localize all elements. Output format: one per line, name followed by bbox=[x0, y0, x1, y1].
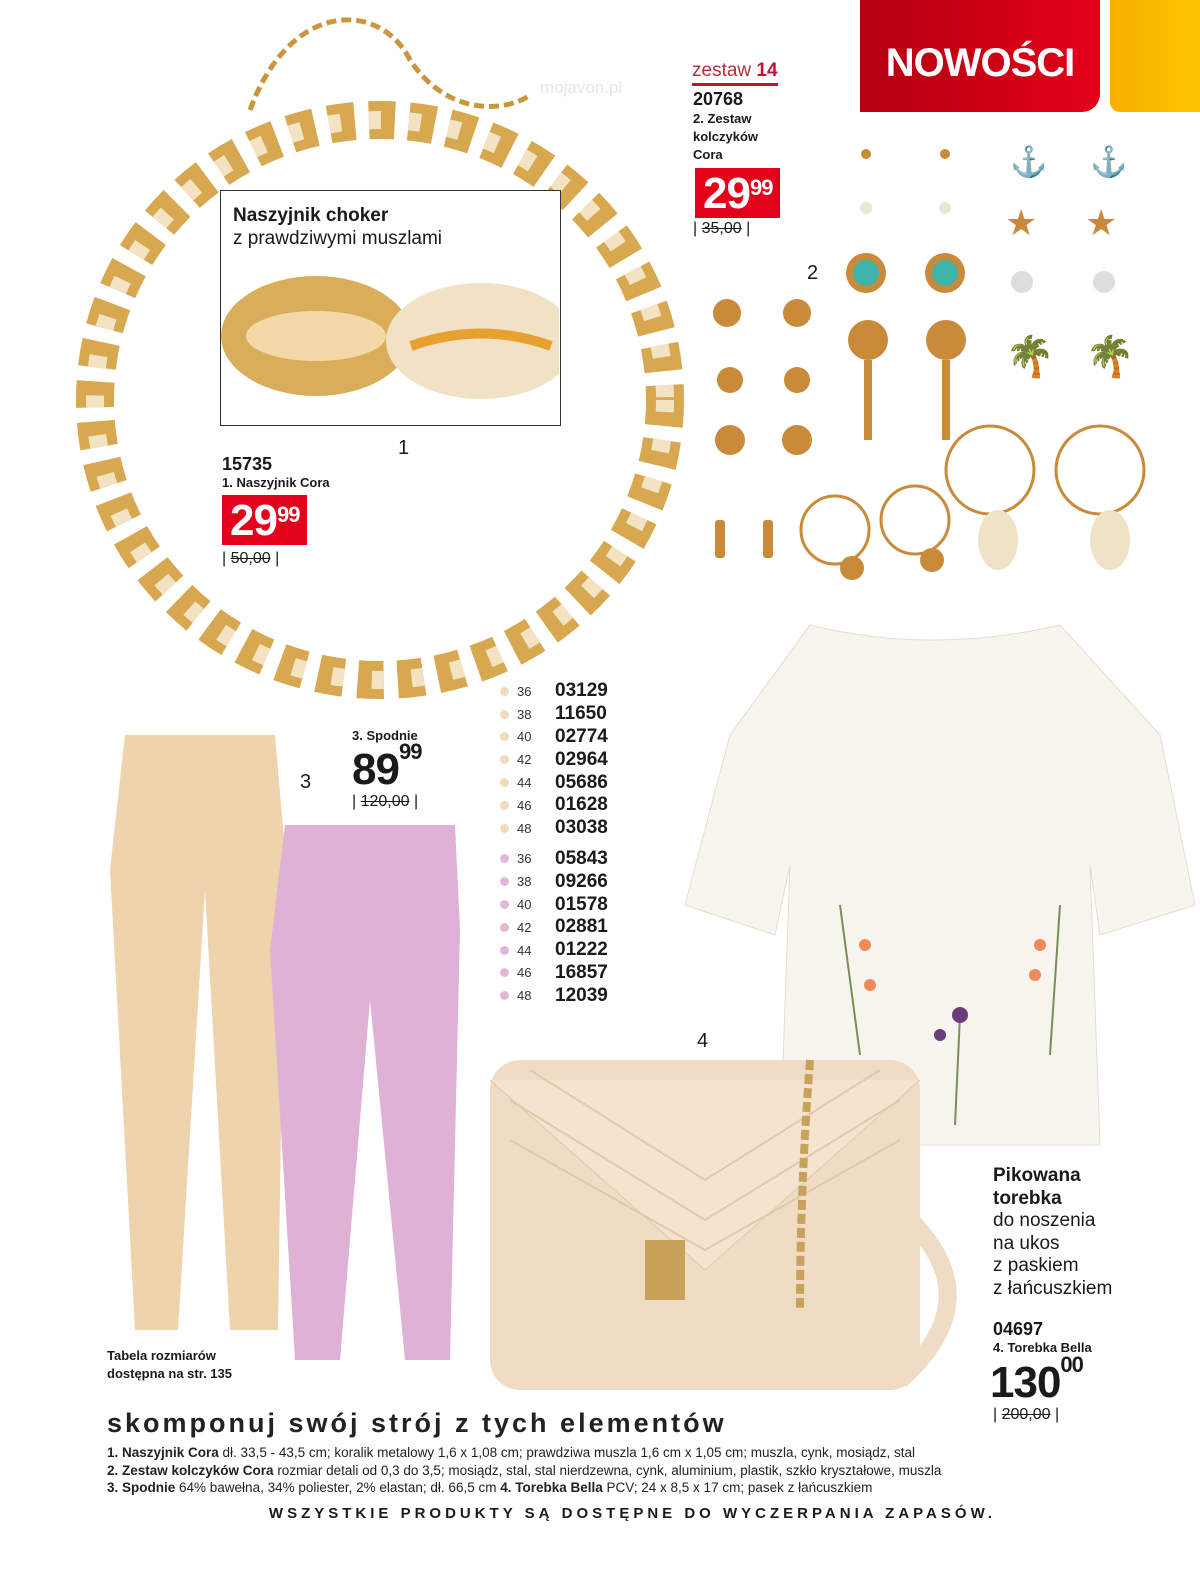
earrings-image bbox=[700, 140, 1160, 600]
color-dot bbox=[500, 946, 509, 955]
pants-price: $89^{99}$ bbox=[352, 739, 422, 794]
spec-line: 3. Spodnie 64% bawełna, 34% poliester, 2% elastan; dł. 66,5 cm 4. Torebka Bella PCV; 24 x 8,5 x 17 cm; pasek z łańcuszkiem bbox=[107, 1480, 873, 1495]
size-row bbox=[500, 748, 640, 771]
size-row bbox=[500, 680, 640, 703]
inset-subtitle: z prawdziwymi muszlami bbox=[233, 228, 443, 249]
earrings-code: 20768 bbox=[693, 89, 744, 109]
inset-title: Naszyjnik choker bbox=[233, 205, 389, 226]
bag-description: Pikowana torebka do noszenia na ukos z paskiem z łańcuszkiem bbox=[993, 1165, 1113, 1299]
size-label: 38 bbox=[517, 706, 532, 722]
size-code: 02881 bbox=[555, 916, 608, 938]
size-code: 01578 bbox=[555, 893, 608, 915]
bag-code: 04697 bbox=[993, 1319, 1044, 1339]
size-label: 48 bbox=[517, 820, 532, 836]
svg-text:🌴: 🌴 bbox=[1085, 335, 1135, 379]
size-table-note: Tabela rozmiarów dostępna na str. 135 bbox=[107, 1348, 232, 1381]
nowosci-banner bbox=[860, 0, 1100, 112]
size-label: 48 bbox=[517, 988, 532, 1004]
size-code: 09266 bbox=[555, 870, 608, 892]
svg-text:⚓: ⚓ bbox=[1090, 146, 1128, 179]
svg-text:🌴: 🌴 bbox=[1005, 335, 1055, 379]
size-code: 11650 bbox=[555, 703, 607, 725]
pants-name: 3. Spodnie bbox=[352, 728, 418, 743]
color-dot bbox=[500, 710, 509, 719]
size-row bbox=[500, 870, 640, 893]
size-label: 44 bbox=[517, 775, 532, 791]
size-row bbox=[500, 939, 640, 962]
color-dot bbox=[500, 877, 509, 886]
size-row bbox=[500, 962, 640, 985]
item-number-4: 4 bbox=[697, 1030, 709, 1052]
size-label: 40 bbox=[517, 729, 532, 745]
color-dot bbox=[500, 755, 509, 764]
section-heading: skomponuj swój strój z tych elementów bbox=[107, 1408, 727, 1438]
pants-old-price: | 120,00 | bbox=[352, 793, 419, 810]
watermark: mojavon.pl bbox=[540, 78, 623, 97]
banner-label: NOWOŚCI bbox=[885, 40, 1075, 85]
size-code: 12039 bbox=[555, 984, 608, 1006]
size-code: 05686 bbox=[555, 771, 608, 793]
item-number-2: 2 bbox=[807, 262, 819, 284]
yellow-tab bbox=[1110, 0, 1200, 112]
color-dot bbox=[500, 778, 509, 787]
size-label: 36 bbox=[517, 851, 532, 867]
size-code: 01628 bbox=[555, 794, 608, 816]
size-row bbox=[500, 703, 640, 726]
size-code: 05843 bbox=[555, 847, 608, 869]
necklace-price: $29^{99}$ bbox=[222, 495, 307, 545]
size-label: 46 bbox=[517, 797, 532, 813]
color-dot bbox=[500, 968, 509, 977]
color-dot bbox=[500, 732, 509, 741]
choker-detail-inset bbox=[220, 190, 561, 426]
size-row bbox=[500, 794, 640, 817]
size-label: 36 bbox=[517, 683, 532, 699]
pants-image bbox=[100, 730, 470, 1390]
set-label: zestaw 14 bbox=[692, 60, 778, 86]
bag-price: $130^{00}$ bbox=[990, 1352, 1083, 1407]
earrings-old-price: | 35,00 | bbox=[693, 220, 751, 237]
color-dot bbox=[500, 900, 509, 909]
color-dot bbox=[500, 801, 509, 810]
size-label: 42 bbox=[517, 919, 532, 935]
size-row bbox=[500, 893, 640, 916]
size-row bbox=[500, 916, 640, 939]
size-row bbox=[500, 984, 640, 1007]
size-code: 02774 bbox=[555, 725, 608, 747]
color-dot bbox=[500, 923, 509, 932]
size-row bbox=[500, 771, 640, 794]
necklace-code: 15735 bbox=[222, 454, 273, 474]
size-code: 03129 bbox=[555, 680, 608, 702]
svg-text:★: ★ bbox=[1085, 202, 1118, 243]
color-dot bbox=[500, 991, 509, 1000]
size-row bbox=[500, 817, 640, 840]
spec-line: 2. Zestaw kolczyków Cora rozmiar detali od 0,3 do 3,5; mosiądz, stal, stal nierdzewna, cynk, aluminium, plastik, szkło kryształowe, muszla bbox=[107, 1462, 942, 1478]
item-number-1: 1 bbox=[398, 437, 410, 459]
shell-closeup bbox=[221, 261, 559, 421]
size-code: 16857 bbox=[555, 961, 608, 983]
size-row bbox=[500, 726, 640, 749]
svg-text:★: ★ bbox=[1005, 202, 1038, 243]
size-label: 42 bbox=[517, 752, 532, 768]
size-label: 38 bbox=[517, 874, 532, 890]
spec-line: 1. Naszyjnik Cora dł. 33,5 - 43,5 cm; koralik metalowy 1,6 x 1,08 cm; prawdziwa muszla 1,6 cm x 1,05 cm; muszla, cynk, mosiądz, stal bbox=[107, 1445, 916, 1460]
necklace-old-price: | 50,00 | bbox=[222, 550, 280, 567]
bag-old-price: | 200,00 | bbox=[993, 1406, 1060, 1423]
availability-footer: WSZYSTKIE PRODUKTY SĄ DOSTĘPNE DO WYCZERPANIA ZAPASÓW. bbox=[268, 1505, 997, 1522]
item-number-3: 3 bbox=[300, 771, 312, 793]
color-dot bbox=[500, 854, 509, 863]
bag-name: 4. Torebka Bella bbox=[993, 1340, 1092, 1355]
size-label: 40 bbox=[517, 897, 532, 913]
earrings-name: 2. Zestaw kolczyków Cora bbox=[693, 111, 759, 162]
bag-image bbox=[470, 1040, 980, 1400]
earrings-price: $29^{99}$ bbox=[695, 168, 780, 218]
size-label: 44 bbox=[517, 942, 532, 958]
svg-text:⚓: ⚓ bbox=[1010, 146, 1048, 179]
size-code: 02964 bbox=[555, 748, 608, 770]
necklace-name: 1. Naszyjnik Cora bbox=[222, 475, 330, 490]
size-label: 46 bbox=[517, 965, 532, 981]
color-dot bbox=[500, 687, 509, 696]
pants-size-list bbox=[500, 680, 640, 1007]
size-code: 03038 bbox=[555, 817, 608, 839]
size-code: 01222 bbox=[555, 939, 608, 961]
size-row bbox=[500, 848, 640, 871]
color-dot bbox=[500, 824, 509, 833]
